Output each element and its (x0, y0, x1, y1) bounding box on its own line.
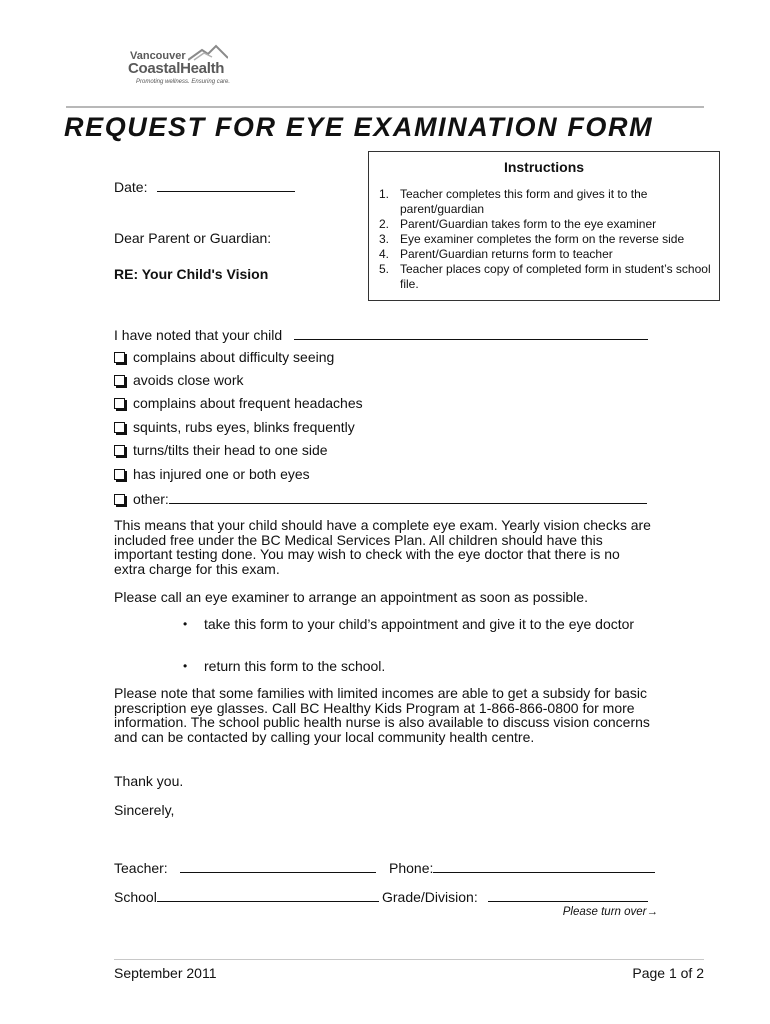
date-label: Date: (114, 179, 148, 195)
header-rule (66, 106, 704, 108)
teacher-field[interactable] (180, 859, 376, 873)
date-field[interactable] (157, 178, 295, 192)
checklist-item: complains about difficulty seeing (114, 350, 334, 364)
bullet-item: • return this form to the school. (183, 658, 386, 674)
checkbox[interactable] (114, 375, 125, 386)
checklist-item: has injured one or both eyes (114, 467, 310, 481)
instruction-item: 4. Parent/Guardian returns form to teacher (379, 247, 613, 261)
logo-line-1: Vancouver (130, 50, 186, 62)
teacher-label: Teacher: (114, 860, 168, 876)
vch-logo (126, 44, 236, 92)
footer-date: September 2011 (114, 965, 217, 981)
grade-field[interactable] (488, 888, 648, 902)
paragraph-subsidy: Please note that some families with limited incomes are able to get a subsidy for basic prescription eye glasses. Call BC Healthy Kids Program at 1-866-866-0800 for more information. The school public health nurse is also available to discuss vision concerns and can be contacted by calling your local community health centre. (114, 685, 650, 745)
checkbox[interactable] (114, 445, 125, 456)
checklist-item: avoids close work (114, 373, 244, 387)
checkbox[interactable] (114, 494, 125, 505)
footer-rule (114, 959, 704, 960)
checkbox[interactable] (114, 398, 125, 409)
logo-tagline: Promoting wellness. Ensuring care. (136, 79, 231, 85)
phone-label: Phone: (389, 860, 434, 876)
date-row (114, 178, 295, 194)
bullet-icon: • (183, 659, 188, 673)
checkbox[interactable] (114, 422, 125, 433)
paragraph-call: Please call an eye examiner to arrange an appointment as soon as possible. (114, 589, 588, 605)
checklist-item: turns/tilts their head to one side (114, 443, 328, 457)
turn-over-note: Please turn over→ (562, 906, 658, 918)
grade-row (382, 888, 648, 904)
instruction-item: 1. Teacher completes this form and gives it to the parent/guardian (379, 187, 648, 216)
form-title: REQUEST FOR EYE EXAMINATION FORM (64, 112, 654, 142)
sincerely: Sincerely, (114, 802, 175, 818)
salutation: Dear Parent or Guardian: (114, 230, 272, 246)
phone-field[interactable] (433, 859, 655, 873)
thank-you: Thank you. (114, 773, 184, 789)
checklist-item-other: other: (114, 490, 647, 506)
instructions-box (368, 151, 720, 301)
school-field[interactable] (157, 888, 379, 902)
logo-line-2: CoastalHealth (128, 60, 225, 77)
school-row (114, 888, 379, 904)
checkbox[interactable] (114, 469, 125, 480)
grade-label: Grade/Division: (382, 889, 478, 905)
re-line: RE: Your Child's Vision (114, 266, 269, 282)
footer-page-number: Page 1 of 2 (632, 965, 704, 981)
instructions-list (379, 187, 715, 292)
phone-row (389, 859, 655, 875)
instructions-heading: Instructions (503, 159, 585, 175)
checklist-item: squints, rubs eyes, blinks frequently (114, 420, 355, 434)
bullet-icon: • (183, 617, 188, 631)
noted-label: I have noted that your child (114, 327, 283, 343)
noted-row (114, 326, 648, 342)
paragraph-exam-info: This means that your child should have a complete eye exam. Yearly vision checks are included free under the BC Medical Services Plan. All children should have this important testing done. You may wish to check with the eye doctor that there is no extra charge for this exam. (114, 517, 651, 577)
teacher-row (114, 859, 376, 875)
other-field[interactable] (169, 490, 647, 504)
instruction-item: 2. Parent/Guardian takes form to the eye examiner (379, 217, 657, 231)
school-label: School (114, 889, 157, 905)
instruction-item: 5. Teacher places copy of completed form in student’s school file. (379, 262, 711, 291)
checkbox[interactable] (114, 352, 125, 363)
instruction-item: 3. Eye examiner completes the form on the reverse side (379, 232, 685, 246)
checklist-item: complains about frequent headaches (114, 396, 363, 410)
bullet-item: • take this form to your child’s appointment and give it to the eye doctor (183, 616, 635, 632)
child-name-field[interactable] (294, 326, 648, 340)
